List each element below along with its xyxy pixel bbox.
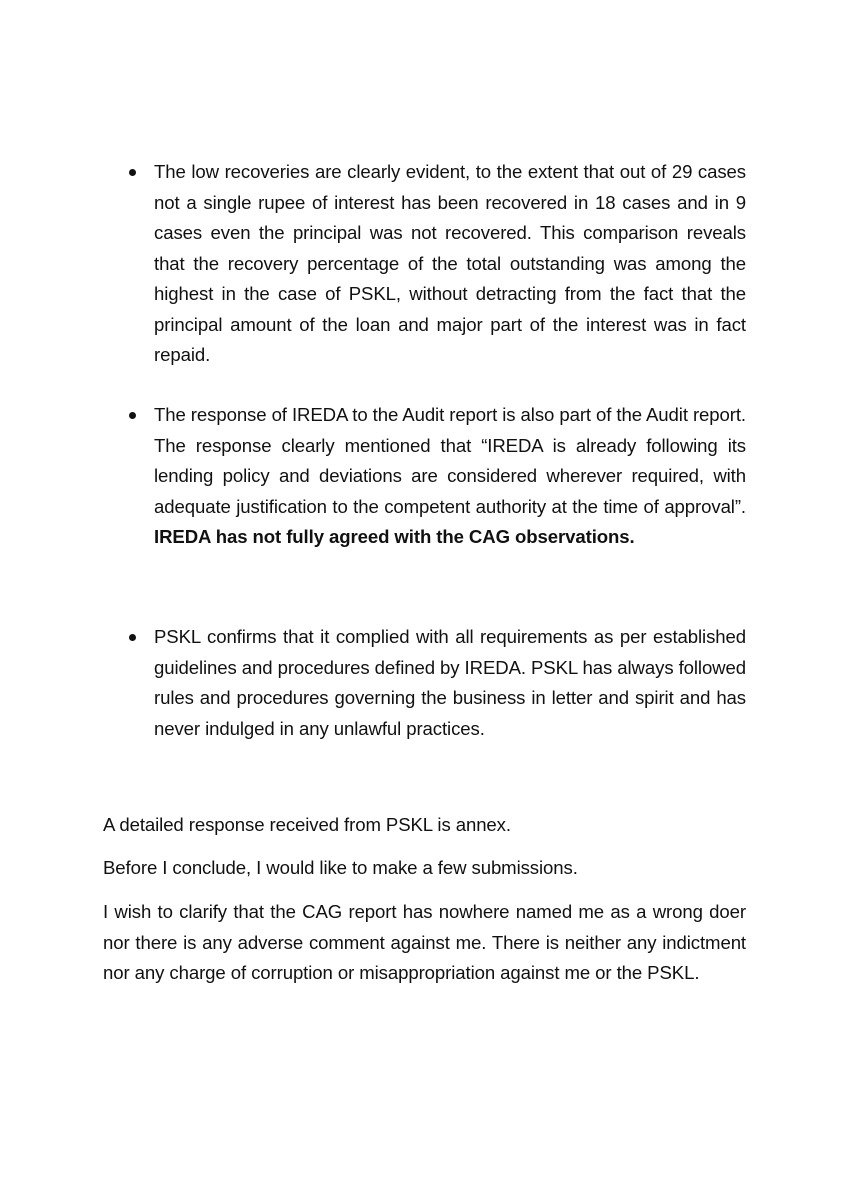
bullet-bold-text: IREDA has not fully agreed with the CAG observations.: [154, 526, 635, 547]
bullet-icon: [129, 169, 136, 176]
bullet-text: The response of IREDA to the Audit report is also part of the Audit report. The response clearly mentioned that “IREDA is already following its lending policy and deviations are considered wherever required, with adequate justification to the competent authority at the time of approval”.: [154, 404, 746, 517]
bullet-text: PSKL confirms that it complied with all requirements as per established guidelines and procedures defined by IREDA. PSKL has always followed rules and procedures governing the business in letter and spirit and has never indulged in any unlawful practices.: [154, 626, 746, 739]
bullet-item-low-recoveries: [103, 157, 746, 371]
paragraph-annex: A detailed response received from PSKL is annex.: [103, 814, 511, 835]
paragraph-conclusion-intro: Before I conclude, I would like to make a few submissions.: [103, 857, 578, 878]
bullet-text: The low recoveries are clearly evident, to the extent that out of 29 cases not a single rupee of interest has been recovered in 18 cases and in 9 cases even the principal was not recovered. This comparison reveals that the recovery percentage of the total outstanding was among the highest in the case of PSKL, without detracting from the fact that the principal amount of the loan and major part of the interest was in fact repaid.: [154, 161, 746, 365]
bullet-item-ireda-response: [103, 400, 746, 553]
bullet-icon: [129, 634, 136, 641]
bullet-text-container: [154, 400, 746, 553]
paragraph-clarification: I wish to clarify that the CAG report has nowhere named me as a wrong doer nor there is any adverse comment against me. There is neither any indictment nor any charge of corruption or misappropriation against me or the PSKL.: [103, 901, 746, 983]
bullet-item-pskl-compliance: [103, 622, 746, 744]
bullet-icon: [129, 412, 136, 419]
